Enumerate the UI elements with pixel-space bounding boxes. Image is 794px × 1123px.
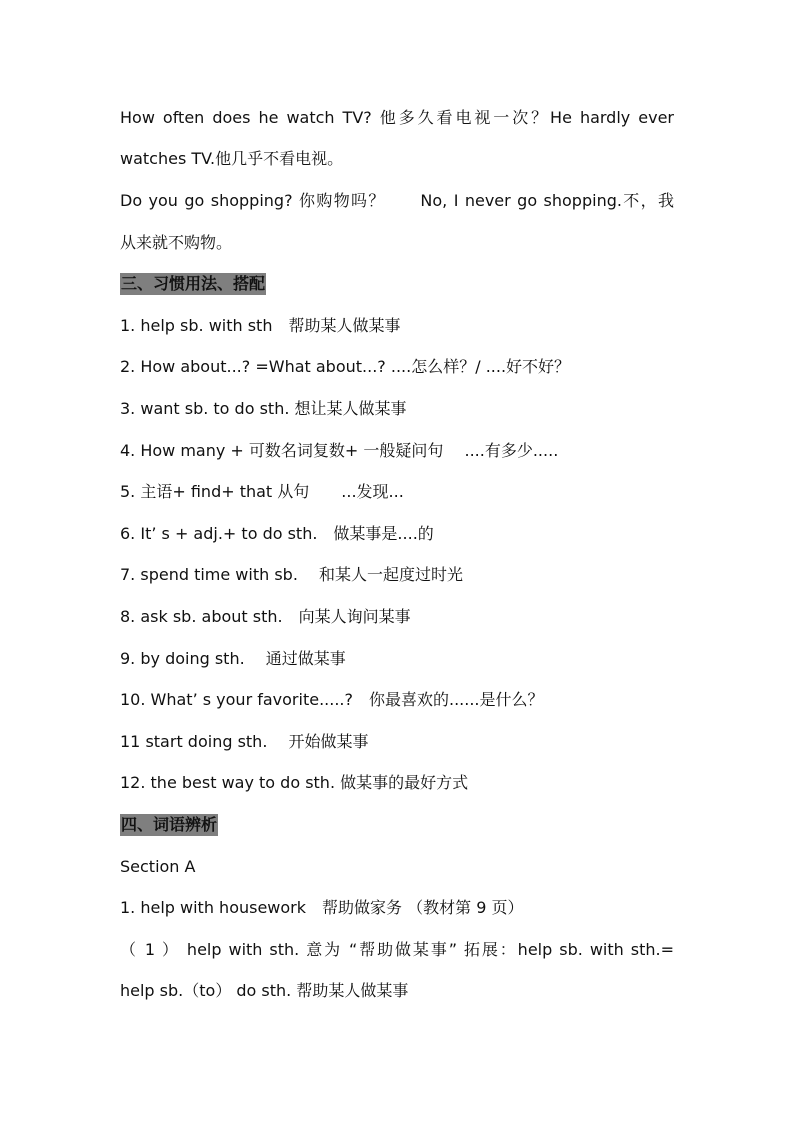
- section-heading-usage-label: 三、习惯用法、搭配: [121, 274, 266, 293]
- example-sentence-tv-line-2: watches TV.他几乎不看电视。: [120, 149, 344, 168]
- usage-item-2: 2. How about...? =What about...? ....怎么样？/ ....好不好？: [120, 357, 571, 376]
- section-heading-word-analysis-label: 四、词语辨析: [121, 815, 218, 834]
- usage-item-10: 10. What’ s your favorite.....? 你最喜欢的......是什么？: [120, 690, 544, 709]
- usage-item-7: 7. spend time with sb. 和某人一起度过时光: [120, 565, 464, 584]
- word-analysis-item-1: 1. help with housework 帮助做家务 （教材第 9 页）: [120, 898, 524, 917]
- usage-item-1: 1. help sb. with sth 帮助某人做某事: [120, 316, 401, 335]
- example-sentence-shopping-line-2: 从来就不购物。: [120, 233, 233, 252]
- subheading-section-a: Section A: [120, 857, 196, 876]
- usage-item-3: 3. want sb. to do sth. 想让某人做某事: [120, 399, 407, 418]
- example-sentence-tv-line-1: How often does he watch TV? 他多久看电视一次？He hardly ever: [120, 108, 674, 127]
- word-analysis-note-line-1: （ 1 ） help with sth. 意为 “帮助做某事” 拓展：help sb. with sth.=: [120, 940, 674, 959]
- usage-item-5: 5. 主语+ find+ that 从句 ...发现...: [120, 482, 404, 501]
- usage-item-12: 12. the best way to do sth. 做某事的最好方式: [120, 773, 469, 792]
- example-sentence-shopping-line-1: Do you go shopping? 你购物吗？ No, I never go shopping.不，我: [120, 191, 674, 210]
- section-heading-usage: [120, 273, 674, 295]
- usage-item-6: 6. It’ s + adj.+ to do sth. 做某事是....的: [120, 524, 434, 543]
- usage-item-11: 11 start doing sth. 开始做某事: [120, 732, 369, 751]
- section-heading-word-analysis: [120, 814, 674, 836]
- usage-item-9: 9. by doing sth. 通过做某事: [120, 649, 346, 668]
- usage-item-8: 8. ask sb. about sth. 向某人询问某事: [120, 607, 411, 626]
- usage-item-4: 4. How many + 可数名词复数+ 一般疑问句 ....有多少.....: [120, 441, 559, 460]
- word-analysis-note-line-2: help sb.（to） do sth. 帮助某人做某事: [120, 981, 409, 1000]
